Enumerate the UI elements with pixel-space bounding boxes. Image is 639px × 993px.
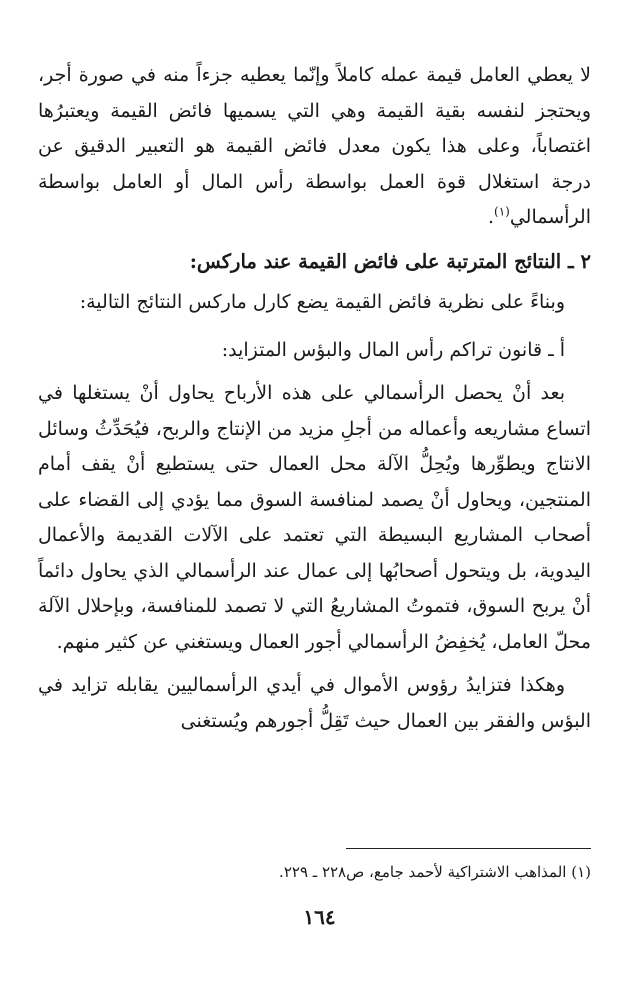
paragraph-text: لا يعطي العامل قيمة عمله كاملاً وإنّما يعطيه جزءاً منه في صورة أجر، ويحتجز لنفسه بقية القيمة وهي التي يسميها فائض القيمة ويعتبرُها اغتصاباً، وعلى هذا يكون معدل فائض القيمة هو التعبير الدقيق عن درجة استغلال قوة العمل بواسطة رأس المال أو العامل بواسطة الرأسمالي bbox=[38, 64, 591, 228]
section-heading: ٢ ـ النتائج المترتبة على فائض القيمة عند ماركس: bbox=[189, 249, 591, 273]
page-number: ١٦٤ bbox=[303, 905, 336, 929]
paragraph-accumulation: بعد أنْ يحصل الرأسمالي على هذه الأرباح يحاول أنْ يستغلها في اتساع مشاريعه وأعماله من أجلِ مزيد من الإنتاج والربح، فيُحَدِّثُ وسائل الانتاج ويطوِّرها ويُحِلُّ الآلة محل العمال حتى يستطيع أنْ يقف أمام المنتجين، ويحاول أنْ يصمد لمنافسة السوق مما يؤدي إلى القضاء على أصحاب المشاريع البسيطة التي تعتمد على الآلات القديمة والأعمال اليدوية، بل ويتحول أصحابُها إلى عمال عند الرأسمالي الذي يحاول دائماً أنْ يربح السوق، فتموتُ المشاريعُ التي لا تصمد للمنافسة، وبإحلال الآلة محلّ العامل، يُخفِضُ الرأسمالي أجور العمال ويستغني عن كثير منهم. bbox=[38, 382, 591, 653]
page-body bbox=[38, 58, 591, 993]
paragraph-end: . bbox=[487, 206, 495, 228]
footnote-marker: (١) bbox=[494, 204, 510, 219]
paragraph-poverty: وهكذا فتزايدُ رؤوس الأموال في أيدي الرأسماليين يقابله تزايد في البؤس والفقر بين العمال حيث تَقِلُّ أجورهم ويُستغنى bbox=[38, 674, 591, 732]
subsection-heading: أ ـ قانون تراكم رأس المال والبؤس المتزايد: bbox=[221, 338, 565, 361]
paragraph-surplus-value bbox=[38, 58, 591, 236]
footnote: (١) المذاهب الاشتراكية لأحمد جامع، ص٢٢٨ ـ ٢٢٩. bbox=[279, 863, 591, 881]
footnote-divider bbox=[346, 848, 591, 849]
paragraph-intro: وبناءً على نظرية فائض القيمة يضع كارل ماركس النتائج التالية: bbox=[79, 291, 565, 313]
